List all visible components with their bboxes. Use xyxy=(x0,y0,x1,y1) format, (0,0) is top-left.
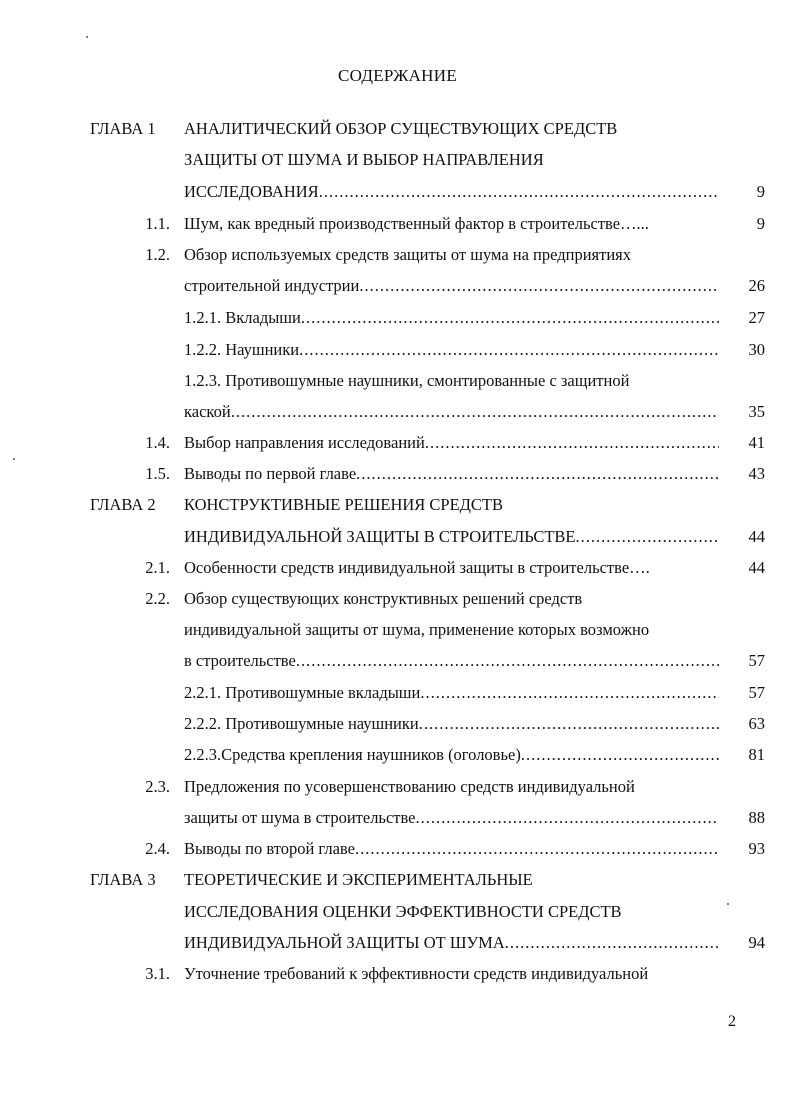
chapter-2-title-line-2: ИНДИВИДУАЛЬНОЙ ЗАЩИТЫ В СТРОИТЕЛЬСТВЕ ..... xyxy=(184,525,719,549)
section-1-2-title-line-2: строительной индустрии ..... xyxy=(184,274,719,298)
page-number: 2 xyxy=(728,1013,736,1030)
chapter-3-title-line-3: ИНДИВИДУАЛЬНОЙ ЗАЩИТЫ ОТ ШУМА ..... xyxy=(184,931,719,955)
chapter-3-label: ГЛАВА 3 xyxy=(90,870,156,889)
section-1-1-number: 1.1. xyxy=(145,214,170,233)
section-1-2-2: 1.2.2. Наушники ..... xyxy=(184,338,719,362)
chapter-3-title-line-2: ИССЛЕДОВАНИЯ ОЦЕНКИ ЭФФЕКТИВНОСТИ СРЕДСТВ xyxy=(184,902,622,921)
section-3-1-title: Уточнение требований к эффективности средств индивидуальной xyxy=(184,964,649,983)
section-1-2-3-page: 35 xyxy=(748,402,765,421)
scan-speck xyxy=(86,36,88,38)
section-2-2-title-line-2: индивидуальной защиты от шума, применение которых возможно xyxy=(184,620,650,639)
section-2-2-title-line-3: в строительстве ..... xyxy=(184,649,719,673)
section-2-2-2-page: 63 xyxy=(748,714,765,733)
scan-speck xyxy=(13,458,15,460)
section-2-4-number: 2.4. xyxy=(145,839,170,858)
section-1-2-title-line-1: Обзор используемых средств защиты от шума на предприятиях xyxy=(184,245,632,264)
section-1-2-3-line-1: 1.2.3. Противошумные наушники, смонтированные с защитной xyxy=(184,371,630,390)
section-2-4: Выводы по второй главе ..... xyxy=(184,837,719,861)
section-2-2-title-line-1: Обзор существующих конструктивных решений средств xyxy=(184,589,583,608)
section-1-5: Выводы по первой главе ..... xyxy=(184,462,719,486)
chapter-2-page: 44 xyxy=(748,527,765,546)
section-2-1-page: 44 xyxy=(748,558,765,577)
section-1-4-number: 1.4. xyxy=(145,433,170,452)
chapter-1-title-line-1: АНАЛИТИЧЕСКИЙ ОБЗОР СУЩЕСТВУЮЩИХ СРЕДСТВ xyxy=(184,119,618,138)
section-2-2-1: 2.2.1. Противошумные вкладыши ..... xyxy=(184,681,719,705)
section-1-5-page: 43 xyxy=(748,464,765,483)
section-1-1-title: Шум, как вредный производственный фактор в строительстве…... xyxy=(184,214,649,233)
section-2-3-page: 88 xyxy=(748,808,765,827)
section-2-2-3: 2.2.3.Средства крепления наушников (оголовье) ..... xyxy=(184,743,719,767)
section-2-2-1-page: 57 xyxy=(748,683,765,702)
section-1-2-1-page: 27 xyxy=(748,308,765,327)
chapter-1-title-line-3: ИССЛЕДОВАНИЯ ..... xyxy=(184,180,719,204)
section-1-1-page: 9 xyxy=(756,214,765,233)
section-2-2-number: 2.2. xyxy=(145,589,170,608)
section-2-2-page: 57 xyxy=(748,651,765,670)
page-title: СОДЕРЖАНИЕ xyxy=(337,66,458,85)
section-1-2-1: 1.2.1. Вкладыши ..... xyxy=(184,306,719,330)
section-2-3-title-line-1: Предложения по усовершенствованию средств индивидуальной xyxy=(184,777,635,796)
section-1-4-page: 41 xyxy=(748,433,765,452)
section-2-2-2: 2.2.2. Противошумные наушники ..... xyxy=(184,712,719,736)
chapter-1-page: 9 xyxy=(756,182,765,201)
section-3-1-number: 3.1. xyxy=(145,964,170,983)
section-2-3-title-line-2: защиты от шума в строительстве ..... xyxy=(184,806,719,830)
chapter-1-label: ГЛАВА 1 xyxy=(90,119,156,138)
section-1-2-2-page: 30 xyxy=(748,340,765,359)
section-2-1-title: Особенности средств индивидуальной защиты в строительстве…. xyxy=(184,558,650,577)
section-2-1-number: 2.1. xyxy=(145,558,170,577)
section-1-5-number: 1.5. xyxy=(145,464,170,483)
section-1-2-number: 1.2. xyxy=(145,245,170,264)
section-2-4-page: 93 xyxy=(748,839,765,858)
section-2-3-number: 2.3. xyxy=(145,777,170,796)
chapter-2-title-line-1: КОНСТРУКТИВНЫЕ РЕШЕНИЯ СРЕДСТВ xyxy=(184,495,504,514)
chapter-2-label: ГЛАВА 2 xyxy=(90,495,156,514)
section-1-2-3-line-2: каской ..... xyxy=(184,400,719,424)
scan-speck xyxy=(727,903,729,905)
section-1-2-page: 26 xyxy=(748,276,765,295)
chapter-3-page: 94 xyxy=(748,933,765,952)
chapter-3-title-line-1: ТЕОРЕТИЧЕСКИЕ И ЭКСПЕРИМЕНТАЛЬНЫЕ xyxy=(184,870,533,889)
chapter-1-title-line-2: ЗАЩИТЫ ОТ ШУМА И ВЫБОР НАПРАВЛЕНИЯ xyxy=(184,150,544,169)
section-1-4: Выбор направления исследований ..... xyxy=(184,431,719,455)
section-2-2-3-page: 81 xyxy=(748,745,765,764)
